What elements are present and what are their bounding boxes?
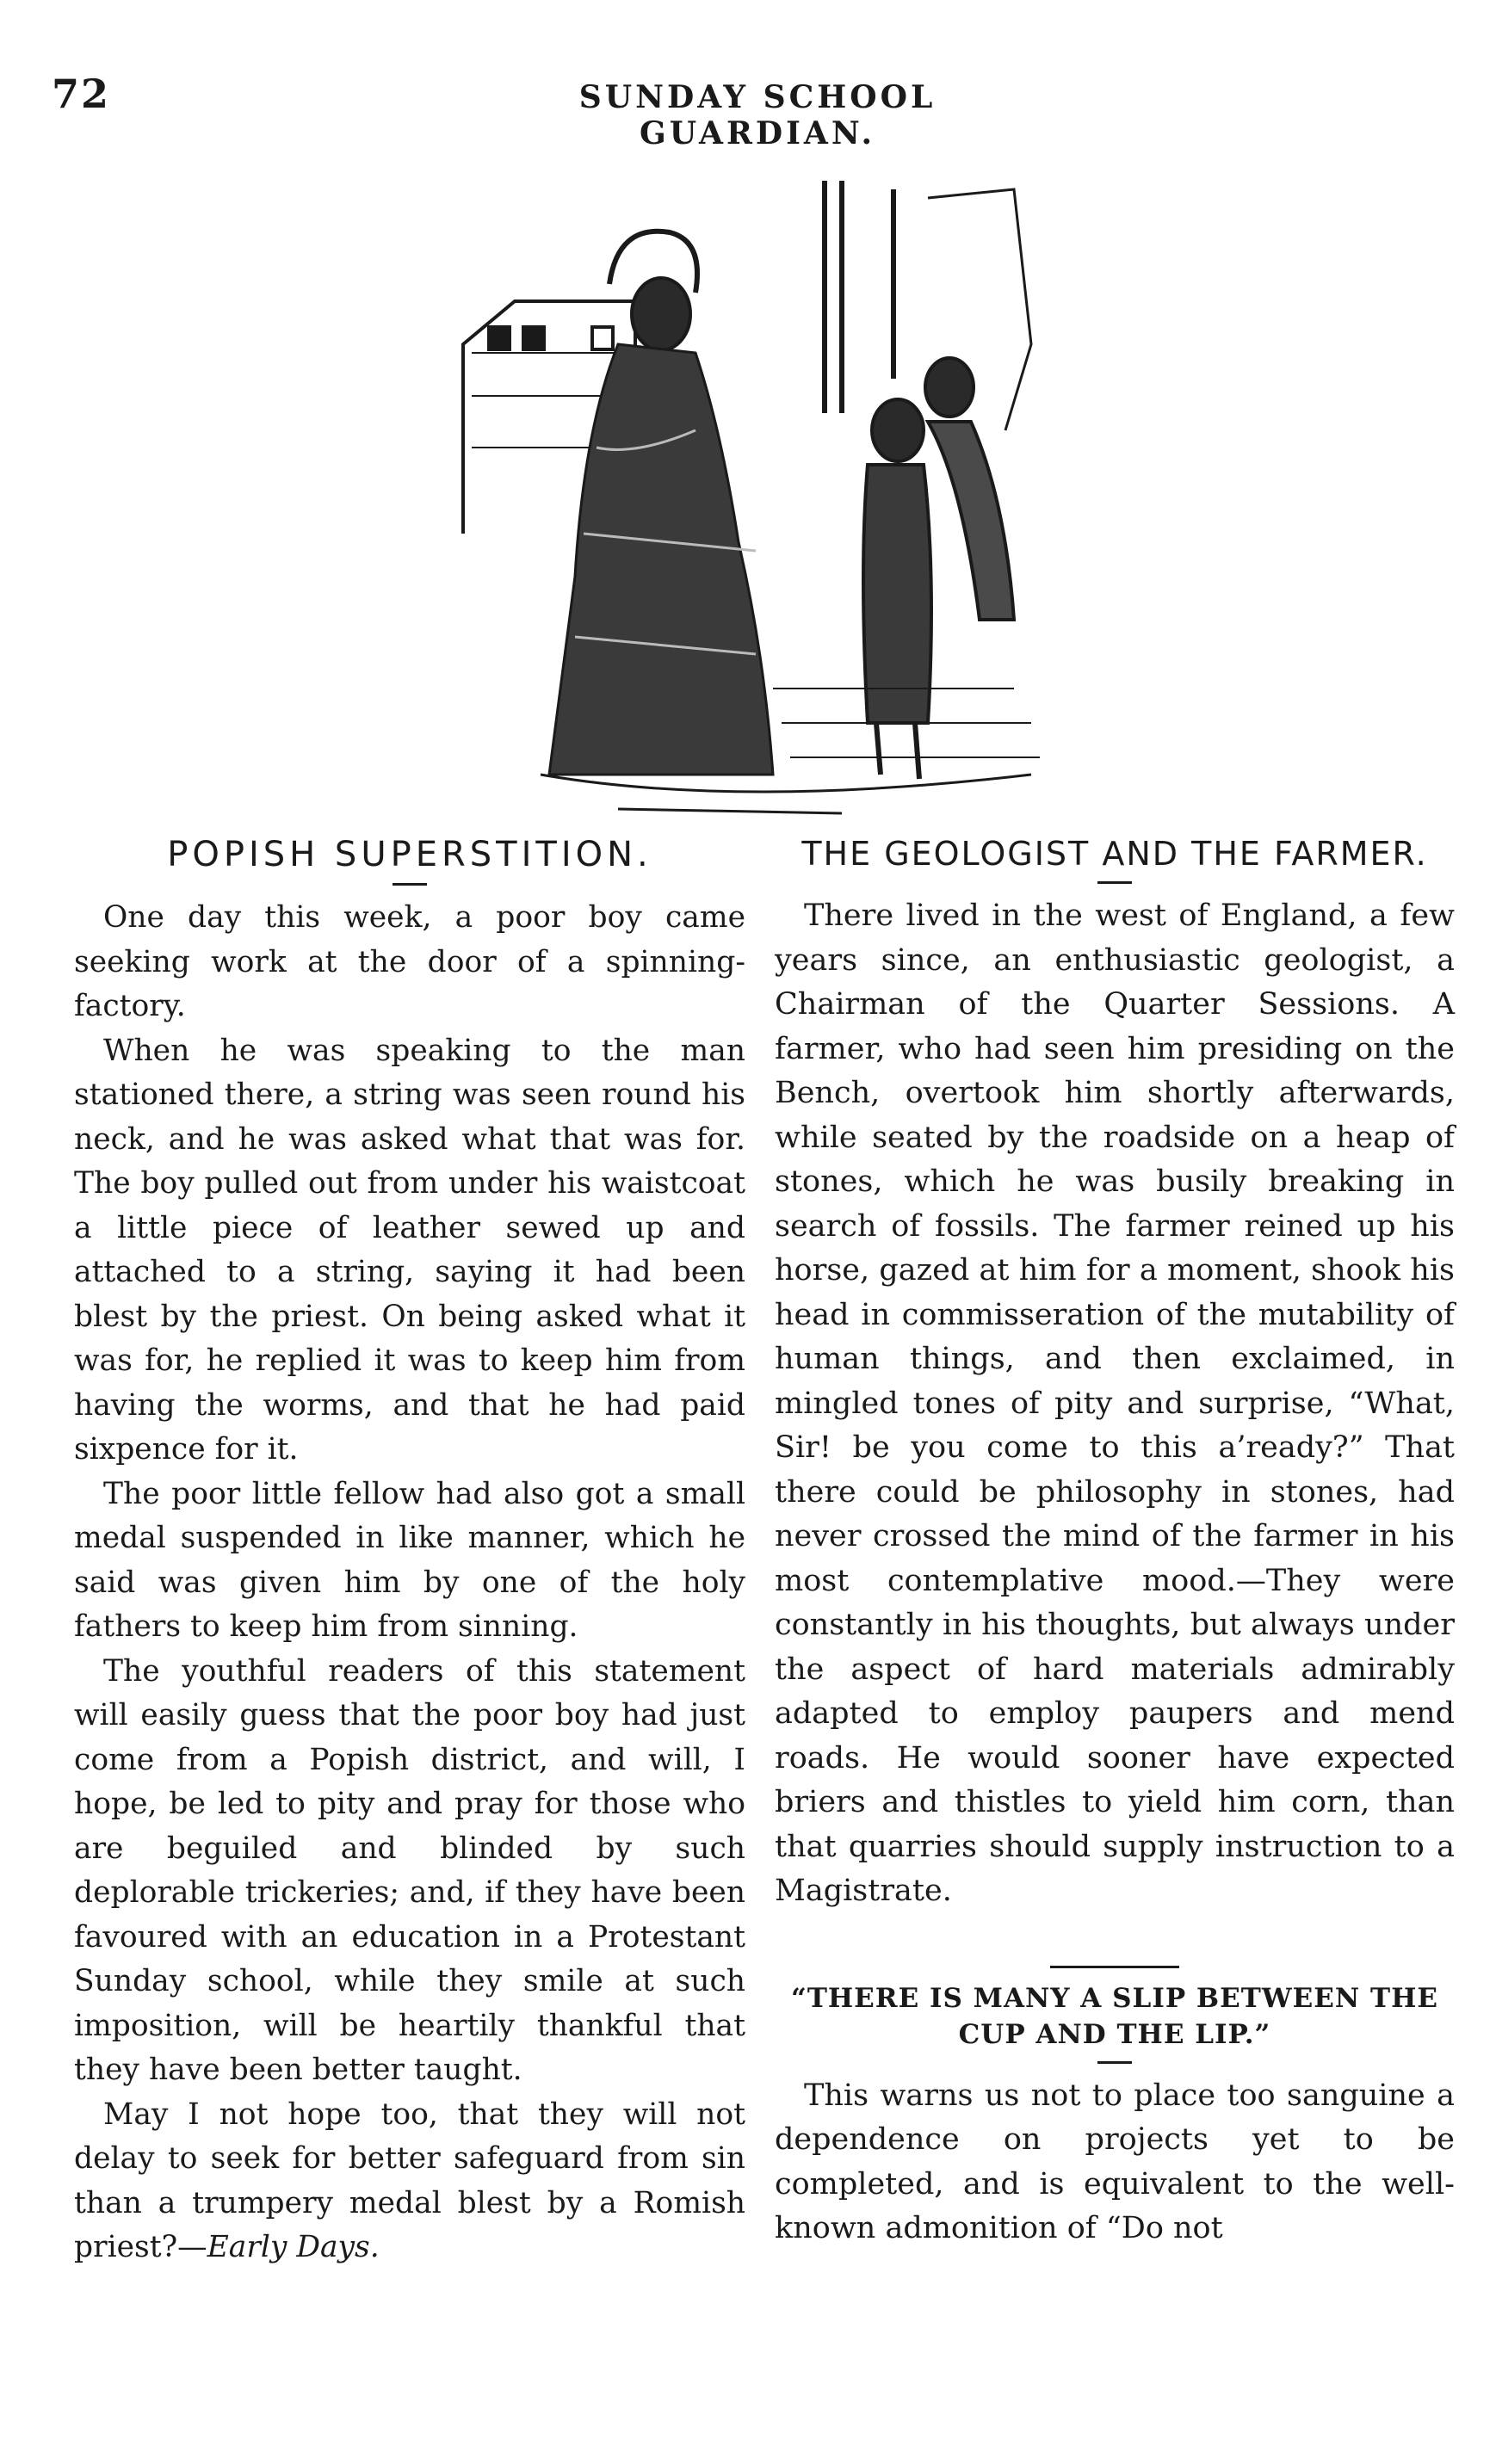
title-rule — [1097, 2061, 1132, 2064]
paragraph: When he was speaking to the man stationed there, a string was seen round his neck, and he was asked what that was for. The boy pulled out from under his waistcoat a little piece of leather sewed up and attached to a string, saying it had been blest by the priest. On being asked what it was for, he replied it was to keep him from having the worms, and that he had paid sixpence for it. — [74, 1033, 745, 1467]
title-rule — [393, 883, 427, 886]
article-title-proverb: “THERE IS MANY A SLIP BETWEEN THE CUP AND THE LIP.” — [790, 1982, 1439, 2050]
title-rule — [1097, 881, 1132, 884]
paragraph: The youthful readers of this statement will easily guess that the poor boy had just come from a Popish district, and will, I hope, be led to pity and pray for those who are beguiled and blinded by such deplorable trickeries; and, if they have been favoured with an education in a Protestant Sunday school, while they smile at such imposition, will be heartily thankful that they have been better taught. — [74, 1653, 745, 2087]
engraving-illustration — [411, 172, 1066, 826]
paragraph: This warns us not to place too sanguine a dependence on projects yet to be completed, and is equivalent to the well-known admonition of “Do not — [775, 2078, 1455, 2245]
paragraph: One day this week, a poor boy came seeking work at the door of a spinning-factory. — [74, 900, 745, 1023]
source-attribution: Early Days. — [207, 2230, 380, 2264]
paragraph-text: May I not hope too, that they will not delay to seek for better safeguard from sin than a trumpery medal blest by a Romish priest?— — [74, 2097, 745, 2264]
left-column — [74, 835, 745, 2270]
paragraph: The poor little fellow had also got a small medal suspended in like manner, which he said was given him by one of the holy fathers to keep him from sinning. — [74, 1476, 745, 1644]
article-title-popish-superstition: POPISH SUPERSTITION. — [167, 835, 652, 874]
paragraph: There lived in the west of England, a few years since, an enthusiastic geologist, a Chairman of the Quarter Sessions. A farmer, who had seen him presiding on the Bench, overtook him shortly afterwards, while seated by the roadside on a heap of stones, which he was busily breaking in search of fossils. The farmer reined up his horse, gazed at him for a moment, shook his head in commisseration of the mutability of human things, and then exclaimed, in mingled tones of pity and surprise, “What, Sir! be you come to this a’ready?” That there could be philosophy in stones, had never crossed the mind of the farmer in his most contemplative mood.—They were constantly in his thoughts, but always under the aspect of hard materials admirably adapted to employ paupers and mend roads. He would sooner have expected briers and thistles to yield him corn, than that quarries should supply instruction to a Magistrate. — [775, 899, 1455, 1908]
article-title-geologist-farmer: THE GEOLOGIST AND THE FARMER. — [801, 835, 1428, 873]
section-divider — [1050, 1966, 1179, 1968]
right-column — [775, 835, 1455, 2251]
paragraph-final — [74, 2093, 745, 2270]
running-title: SUNDAY SCHOOL GUARDIAN. — [578, 79, 937, 151]
page-number: 72 — [52, 71, 111, 117]
